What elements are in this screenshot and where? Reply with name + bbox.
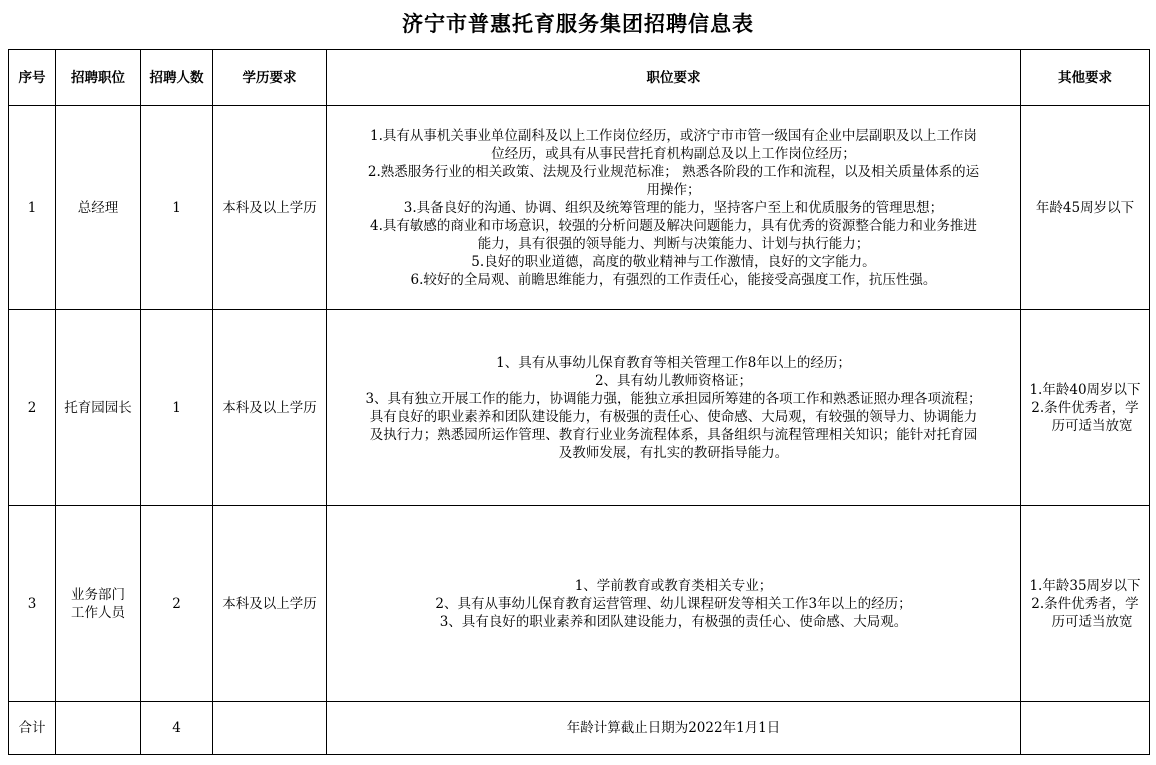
page-title: 济宁市普惠托育服务集团招聘信息表 xyxy=(402,12,754,36)
duty-line: 3、具有独立开展工作的能力，协调能力强，能独立承担园所筹建的各项工作和熟悉证照办理各项流程； xyxy=(365,390,982,407)
cell-position: 托育园园长 xyxy=(56,310,141,506)
duty-line: 1、学前教育或教育类相关专业； xyxy=(574,577,773,594)
duty-line: 3、具有良好的职业素养和团队建设能力，有极强的责任心、使命感、大局观。 xyxy=(439,613,908,630)
duty-line: 4.具有敏感的商业和市场意识，较强的分析问题及解决问题能力，具有优秀的资源整合能力和业务推进 xyxy=(370,217,977,234)
other-item: 1.年龄40周岁以下 xyxy=(1029,381,1141,398)
cell-seq: 2 xyxy=(9,310,56,506)
duty-line: 具有良好的职业素养和团队建设能力，有极强的责任心、使命感、大局观，有较强的领导力、协调能力 xyxy=(369,408,978,425)
total-empty-cell xyxy=(56,702,141,755)
duty-line: 2.熟悉服务行业的相关政策、法规及行业规范标准； 熟悉各阶段的工作和流程，以及相关质量体系的运 xyxy=(367,163,980,180)
cell-count: 1 xyxy=(141,310,213,506)
header-count: 招聘人数 xyxy=(141,50,213,106)
other-item: 1.年龄35周岁以下 xyxy=(1029,577,1141,594)
cell-duties xyxy=(327,310,1021,506)
total-empty-cell xyxy=(1021,702,1150,755)
cell-education: 本科及以上学历 xyxy=(213,506,327,702)
position-line: 工作人员 xyxy=(71,604,125,621)
header-duties: 职位要求 xyxy=(327,50,1021,106)
cell-other xyxy=(1021,506,1150,702)
total-note: 年龄计算截止日期为2022年1月1日 xyxy=(327,702,1021,755)
table-header-row xyxy=(9,50,1150,106)
total-row xyxy=(9,702,1150,755)
cell-education: 本科及以上学历 xyxy=(213,106,327,310)
header-education: 学历要求 xyxy=(213,50,327,106)
duty-line: 1.具有从事机关事业单位副科及以上工作岗位经历，或济宁市市管一级国有企业中层副职及以上工作岗 xyxy=(370,127,977,144)
cell-duties xyxy=(327,506,1021,702)
cell-duties xyxy=(327,106,1021,310)
other-item: 2.条件优秀者，学 xyxy=(1031,595,1139,612)
cell-position: 总经理 xyxy=(56,106,141,310)
total-count: 4 xyxy=(141,702,213,755)
cell-count: 2 xyxy=(141,506,213,702)
table-row xyxy=(9,506,1150,702)
header-other: 其他要求 xyxy=(1021,50,1150,106)
other-item: 历可适当放宽 xyxy=(1051,417,1133,434)
other-item: 2.条件优秀者，学 xyxy=(1031,399,1139,416)
cell-position xyxy=(56,506,141,702)
cell-education: 本科及以上学历 xyxy=(213,310,327,506)
other-item: 历可适当放宽 xyxy=(1051,613,1133,630)
duty-line: 1、具有从事幼儿保育教育等相关管理工作8年以上的经历； xyxy=(496,354,851,371)
cell-other: 年龄45周岁以下 xyxy=(1021,106,1150,310)
cell-count: 1 xyxy=(141,106,213,310)
duty-line: 用操作； xyxy=(646,181,701,198)
table-row xyxy=(9,310,1150,506)
duty-line: 及执行力；熟悉园所运作管理、教育行业业务流程体系，具备组织与流程管理相关知识；能针对托育园 xyxy=(369,426,978,443)
position-line: 业务部门 xyxy=(71,586,125,603)
total-label: 合计 xyxy=(9,702,56,755)
cell-other xyxy=(1021,310,1150,506)
recruitment-table xyxy=(8,49,1150,755)
duty-line: 3.具备良好的沟通、协调、组织及统筹管理的能力，坚持客户至上和优质服务的管理思想； xyxy=(403,199,944,216)
header-seq: 序号 xyxy=(9,50,56,106)
cell-seq: 1 xyxy=(9,106,56,310)
duty-line: 能力，具有很强的领导能力、判断与决策能力、计划与执行能力； xyxy=(477,235,870,252)
duty-line: 2、具有幼儿教师资格证； xyxy=(594,372,753,389)
total-empty-cell xyxy=(213,702,327,755)
cell-seq: 3 xyxy=(9,506,56,702)
duty-line: 6.较好的全局观、前瞻思维能力，有强烈的工作责任心，能接受高强度工作，抗压性强。 xyxy=(410,271,937,288)
duty-line: 2、具有从事幼儿保育教育运营管理、幼儿课程研发等相关工作3年以上的经历； xyxy=(435,595,912,612)
header-position: 招聘职位 xyxy=(56,50,141,106)
table-row xyxy=(9,106,1150,310)
duty-line: 5.良好的职业道德，高度的敬业精神与工作激情，良好的文字能力。 xyxy=(471,253,876,270)
duty-line: 及教师发展，有扎实的教研指导能力。 xyxy=(558,444,789,461)
duty-line: 位经历，或具有从事民营托育机构副总及以上工作岗位经历； xyxy=(491,145,856,162)
